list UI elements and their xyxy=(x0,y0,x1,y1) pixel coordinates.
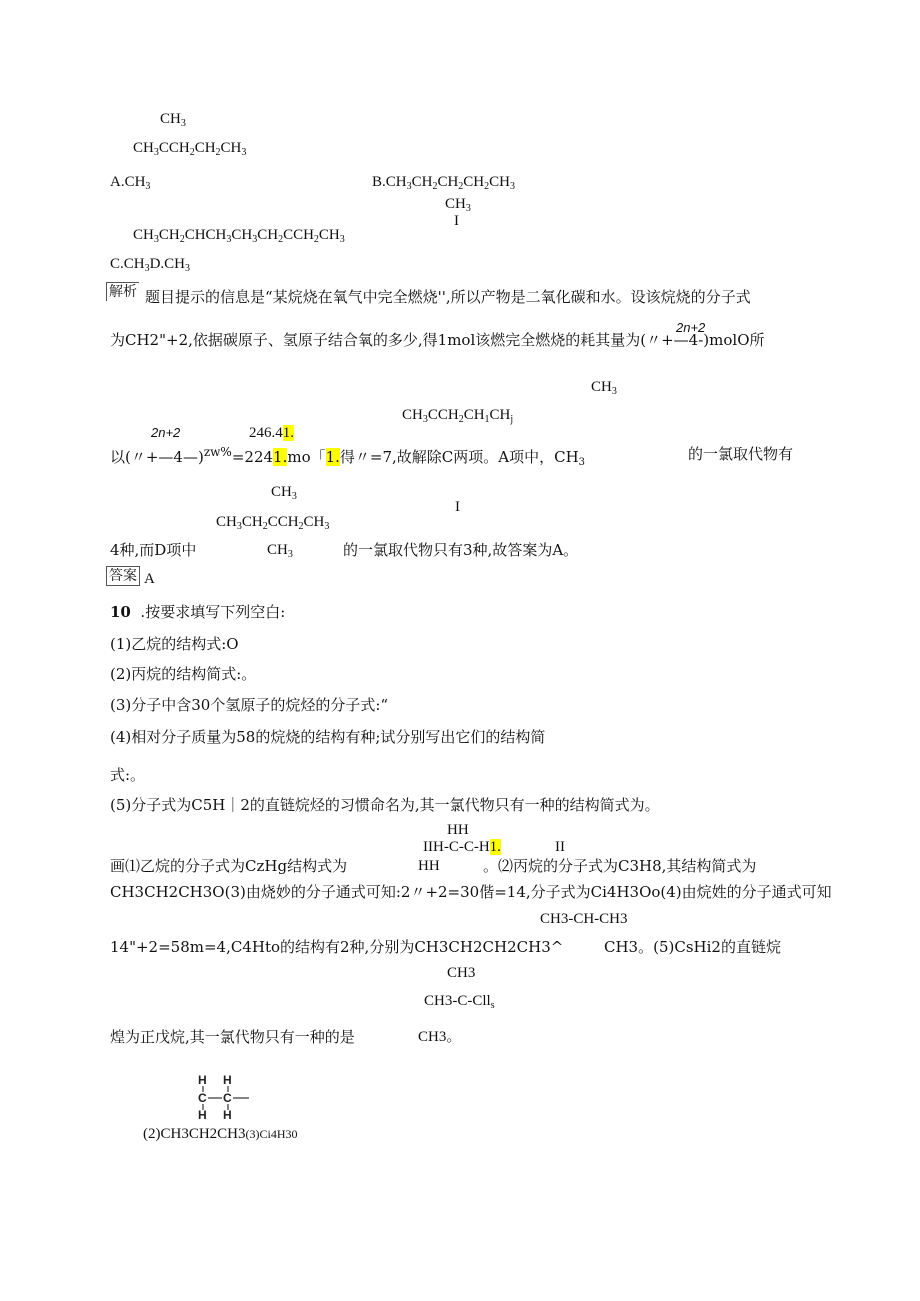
choice-c-chain: $CH_3CH_2CHCH_3CH_3CH_2CCH_2CH_3$ xyxy=(133,227,345,245)
analysis-paragraph-4-end: 的一氯取代物只有3种,故答案为A。 xyxy=(343,541,579,559)
choice-c-d-label: $C.CH_3D.CH_3$ xyxy=(110,256,191,274)
struct-a-chain: $CH_3CCH_2CH_1CH_j$ xyxy=(402,407,514,425)
svg-text:H: H xyxy=(198,1073,207,1087)
q10-item-4-cont: 式:。 xyxy=(110,766,146,784)
answer-tag: 答案 xyxy=(106,566,140,586)
q10-title: 10 .按要求填写下列空白: xyxy=(110,603,286,621)
svg-text:H: H xyxy=(198,1108,207,1121)
ethane-h-top: HH xyxy=(447,822,469,838)
struct-d-chain: $CH_3CH_2CCH_2CH_3$ xyxy=(216,514,330,532)
choice-c-methyl: $CH_3$ xyxy=(445,196,471,214)
analysis-paragraph-3-end: 的一氯取代物有 xyxy=(688,445,794,463)
analysis-paragraph-3: 以(〃+—4—)$^{zw\%}$=2241.mo「1.得〃=7,故解除C两项。A项中，$CH_3$ xyxy=(110,445,586,468)
ethane-h-bottom: HH xyxy=(418,858,440,874)
analysis-paragraph-4-ch3: $CH_3$ xyxy=(267,542,293,560)
choice-a-label: $A.CH_3$ xyxy=(110,174,151,192)
isobutane-chain: CH3-CH-CH3 xyxy=(540,911,628,927)
q10-item-4: (4)相对分子质量为58的烷烧的结构有种;试分别写出它们的结构简 xyxy=(110,728,546,746)
svg-text:H: H xyxy=(223,1073,232,1087)
choice-a-methyl: $CH_3$ xyxy=(160,111,186,129)
answer-value: A xyxy=(144,571,155,587)
choice-b-chain: $B.CH_3CH_2CH_2CH_2CH_3$ xyxy=(372,174,515,192)
solution-line-1: 画⑴乙烷的分子式为CzHg结构式为 xyxy=(110,857,348,875)
solution-line-3-end: CH3。(5)CsHi2的直链烷 xyxy=(604,938,781,956)
solution-line-1-end: 。⑵丙烷的分子式为C3H8,其结构简式为 xyxy=(483,857,757,875)
ethane-bond-mark: II xyxy=(555,839,565,855)
analysis-paragraph-1: 题目提示的信息是“某烷烧在氧气中完全燃烧'',所以产物是二氧化碳和水。设该烷烧的分子式 xyxy=(145,288,751,306)
struct-bond-mark: I xyxy=(455,499,460,515)
q10-item-3: (3)分子中含30个氢原子的烷烃的分子式:“ xyxy=(110,696,389,714)
struct-methyl-top: $CH_3$ xyxy=(591,379,617,397)
solution-line-3: 14"+2=58m=4,C4Hto的结构有2种,分别为CH3CH2CH2CH3^ xyxy=(110,938,564,956)
choice-a-chain: $CH_3CCH_2CH_2CH_3$ xyxy=(133,140,247,158)
neopentane-chain: CH3-C-Cll$_s$ xyxy=(424,993,495,1011)
analysis-paragraph-4: 4种,而D项中 xyxy=(110,541,197,559)
solution-line-2: CH3CH2CH3O(3)由烧妙的分子通式可知:2〃+2=30偕=14,分子式为Ci4H3Oo(4)由烷姓的分子通式可知 xyxy=(110,883,832,901)
struct-d-methyl: $CH_3$ xyxy=(271,484,297,502)
q10-item-2: (2)丙烷的结构简式:。 xyxy=(110,665,257,683)
ethane-chain: IIH-C-C-H1. xyxy=(423,839,501,855)
analysis-tag: 解析 xyxy=(106,282,139,301)
svg-text:C: C xyxy=(198,1091,207,1105)
svg-text:H: H xyxy=(223,1108,232,1121)
analysis-paragraph-2: 为CH2"+2,依据碳原子、氢原子结合氧的多少,得1mol该燃完全燃烧的耗其量为(〃+—4-)molO所 xyxy=(110,331,765,349)
fraction-2-top: 2n+2 xyxy=(151,425,181,440)
final-answer-line: (2)CH3CH2CH3(3)Ci4H30 xyxy=(143,1126,298,1142)
q10-item-1: (1)乙烷的结构式:O xyxy=(110,635,239,653)
solution-line-4: 煌为正戊烷,其一氯代物只有一种的是 xyxy=(110,1028,355,1046)
fraction-top: 2n+2 xyxy=(676,320,706,335)
fraction-2-value: 246.41. xyxy=(249,425,294,441)
ethane-structure-figure xyxy=(195,1073,255,1121)
svg-text:C: C xyxy=(223,1091,232,1105)
neopentane-methyl: CH3 xyxy=(447,965,476,981)
q10-item-5: (5)分子式为C5H｜2的直链烷烃的习惯命名为,其一氯代物只有一种的结构简式为。 xyxy=(110,796,660,814)
choice-c-bond: I xyxy=(454,213,459,229)
solution-line-4-end: CH3。 xyxy=(418,1029,462,1045)
